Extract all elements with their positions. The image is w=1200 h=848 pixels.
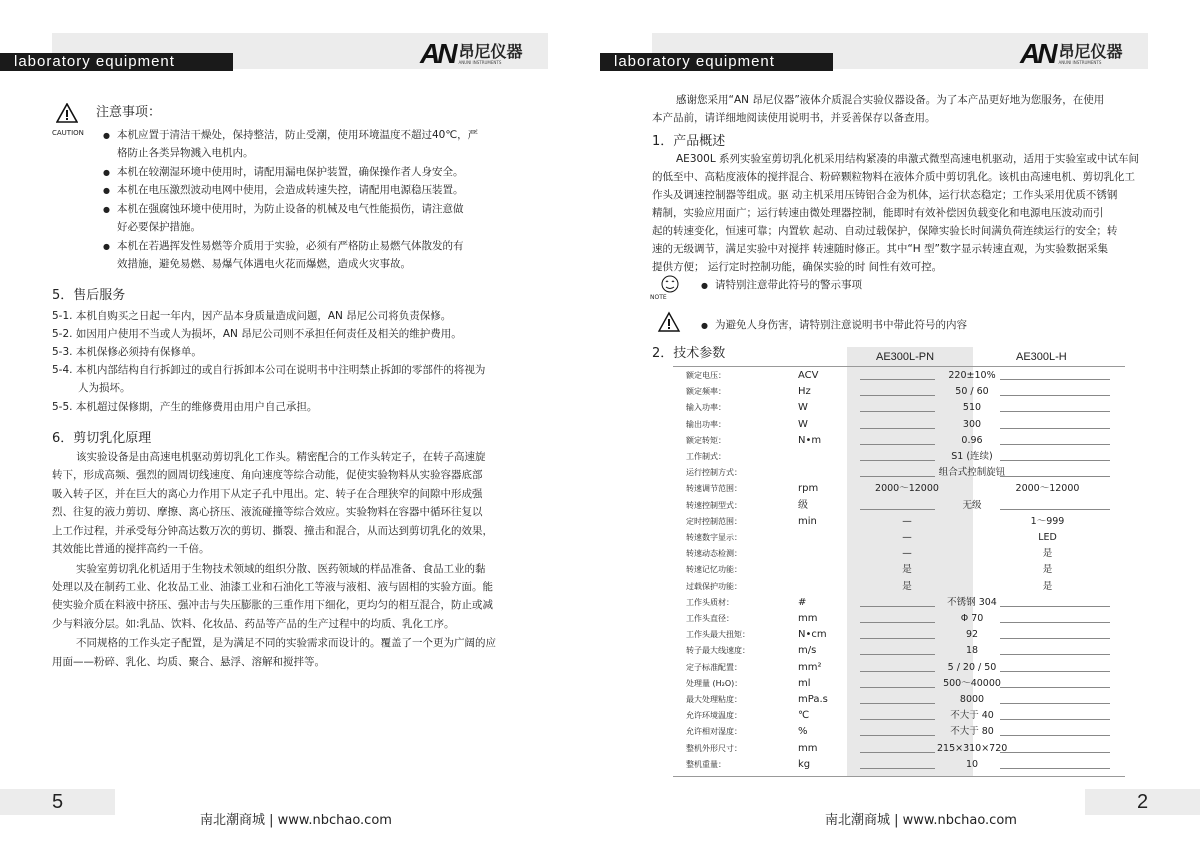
overview-line: 起的转速变化，恒速可靠；内置软 起动、自动过载保护，保障实验长时间满负荷连续运行的安全；转 bbox=[652, 225, 1118, 237]
spec-value: 不大于 40 bbox=[950, 710, 994, 722]
overview-line: 提供方便； 运行定时控制功能，确保实验的时 间性有效可控。 bbox=[652, 261, 943, 273]
overview-line: 作头及调速控制器等组成。驱 动主机采用压铸铝合金为机体，运行状态稳定；工作头采用优质不锈钢 bbox=[652, 189, 1118, 201]
spec-unit: W bbox=[798, 418, 808, 430]
brand-logo bbox=[420, 38, 522, 70]
spec-row bbox=[600, 481, 1200, 497]
caution-icon bbox=[56, 103, 78, 123]
spec-row bbox=[600, 530, 1200, 546]
spec-value-h: 是 bbox=[1042, 564, 1053, 576]
service-item: 5-5. 本机超过保修期，产生的维修费用由用户自己承担。 bbox=[52, 401, 318, 413]
spec-unit: kg bbox=[798, 758, 811, 770]
spec-leader-line bbox=[1000, 460, 1110, 461]
spec-leader-line bbox=[1000, 379, 1110, 380]
caution-item: ● 本机应置于清洁干燥处，保持整洁，防止受潮，使用环境温度不超过40℃，严 bbox=[117, 129, 478, 142]
spec-name: 允许环境温度： bbox=[686, 711, 742, 721]
spec-row bbox=[600, 465, 1200, 481]
spec-value-h: LED bbox=[1038, 532, 1057, 543]
spec-name: 工作制式： bbox=[686, 452, 726, 461]
service-title: 5．售后服务 bbox=[52, 288, 126, 303]
logo-en: ANUNI INSTRUMENTS bbox=[458, 59, 502, 65]
spec-value-pn: 是 bbox=[902, 580, 912, 592]
spec-row bbox=[600, 368, 1200, 384]
spec-row bbox=[600, 433, 1200, 449]
spec-value-pn: — bbox=[902, 548, 912, 560]
spec-value: 5 / 20 / 50 bbox=[947, 661, 997, 673]
spec-value-h: 1～999 bbox=[1030, 515, 1065, 527]
spec-leader-line bbox=[860, 768, 935, 769]
spec-leader-line bbox=[860, 703, 935, 704]
spec-value: 组合式控制旋钮 bbox=[938, 467, 1006, 479]
spec-unit: % bbox=[798, 726, 808, 738]
spec-value: 不大于 80 bbox=[950, 726, 994, 738]
spec-leader-line bbox=[860, 395, 935, 396]
spec-unit: 级 bbox=[798, 499, 808, 511]
overview-title: 1．产品概述 bbox=[652, 134, 726, 149]
spec-unit: mm bbox=[798, 742, 818, 754]
spec-unit: N•m bbox=[798, 434, 822, 446]
spec-unit: mPa.s bbox=[798, 694, 828, 705]
principle-line: 不同规格的工作头定子配置，是为满足不同的实验需求而设计的。覆盖了一个更为广阔的应 bbox=[76, 637, 496, 649]
spec-row bbox=[600, 741, 1200, 757]
service-item: 5-3. 本机保修必须持有保修单。 bbox=[52, 346, 202, 358]
spec-leader-line bbox=[860, 411, 935, 412]
spec-unit: W bbox=[798, 402, 808, 414]
spec-leader-line bbox=[860, 622, 935, 623]
spec-leader-line bbox=[860, 379, 935, 380]
header-title: laboratory equipment bbox=[0, 53, 233, 71]
spec-leader-line bbox=[860, 509, 935, 510]
service-item: 5-4. 本机内部结构自行拆卸过的或自行拆卸本公司在说明书中注明禁止拆卸的零部件的将视为 bbox=[52, 364, 486, 376]
spec-title: 2．技术参数 bbox=[652, 346, 726, 361]
spec-unit: ℃ bbox=[798, 710, 810, 722]
spec-leader-line bbox=[860, 476, 935, 477]
spec-leader-line bbox=[860, 752, 935, 753]
spec-value: S1 (连续) bbox=[951, 451, 993, 462]
caution-item: 好必要保护措施。 bbox=[117, 221, 201, 233]
spec-name: 输入功率： bbox=[686, 403, 726, 413]
spec-leader-line bbox=[860, 687, 935, 688]
spec-leader-line bbox=[1000, 476, 1110, 477]
spec-row bbox=[600, 708, 1200, 724]
header-title: laboratory equipment bbox=[600, 53, 833, 71]
principle-line: 吸入转子区，并在巨大的离心力作用下从定子孔中甩出。定、转子在合理狭窄的间隙中形成强 bbox=[52, 488, 483, 500]
spec-leader-line bbox=[1000, 411, 1110, 412]
spec-leader-line bbox=[860, 671, 935, 672]
spec-leader-line bbox=[1000, 509, 1110, 510]
spec-unit: rpm bbox=[798, 483, 819, 495]
spec-unit: Hz bbox=[798, 386, 811, 398]
spec-unit: min bbox=[798, 515, 817, 527]
spec-leader-line bbox=[1000, 703, 1110, 704]
spec-leader-line bbox=[1000, 428, 1110, 429]
footer-link[interactable]: 南北潮商城 | www.nbchao.com bbox=[200, 813, 392, 828]
spec-leader-line bbox=[1000, 622, 1110, 623]
caution-item: 格防止各类异物溅入电机内。 bbox=[117, 147, 254, 159]
overview-line: 的低至中、高粘度液体的搅拌混合、粉碎颗粒物料在液体介质中剪切乳化。该机由高速电机、剪切乳化工 bbox=[652, 171, 1135, 183]
spec-name: 定时控制范围： bbox=[686, 516, 742, 526]
note-label: NOTE bbox=[650, 294, 667, 301]
spec-unit: N•cm bbox=[798, 629, 827, 641]
service-item: 5-2. 如因用户使用不当或人为损坏，AN 昂尼公司则不承担任何责任及相关的维护费用。 bbox=[52, 328, 462, 340]
spec-unit: ACV bbox=[798, 370, 819, 381]
spec-name: 额定电压： bbox=[686, 371, 726, 380]
caution-title: 注意事项： bbox=[96, 105, 162, 120]
spec-leader-line bbox=[860, 444, 935, 445]
spec-name: 转速动态检测： bbox=[686, 549, 742, 559]
overview-line: 精制，实验应用面广；运行转速由微处理器控制，能即时有效补偿因负载变化和电源电压波动而引 bbox=[652, 207, 1104, 219]
caution-item: ● 本机在强腐蚀环境中使用时，为防止设备的机械及电气性能损伤，请注意做 bbox=[117, 203, 464, 216]
spec-leader-line bbox=[1000, 395, 1110, 396]
service-item: 5-1. 本机自购买之日起一年内，因产品本身质量造成问题，AN 昂尼公司将负责保修。 bbox=[52, 310, 452, 322]
logo-mark: AN bbox=[420, 38, 455, 69]
spec-row bbox=[600, 562, 1200, 578]
spec-leader-line bbox=[1000, 654, 1110, 655]
spec-value: Φ 70 bbox=[960, 613, 984, 624]
footer-link[interactable]: 南北潮商城 | www.nbchao.com bbox=[825, 813, 1017, 828]
overview-line: AE300L 系列实验室剪切乳化机采用结构紧凑的串激式微型高速电机驱动，适用于实验室或中试车间 bbox=[676, 153, 1140, 165]
spec-name: 工作头最大扭矩： bbox=[686, 630, 750, 640]
spec-value: 无级 bbox=[962, 499, 982, 511]
spec-name: 整机外形尺寸： bbox=[686, 743, 742, 753]
spec-leader-line bbox=[860, 654, 935, 655]
spec-row bbox=[600, 417, 1200, 433]
spec-value: 300 bbox=[962, 418, 982, 430]
principle-line: 用面——粉碎、乳化、均质、聚合、悬浮、溶解和搅拌等。 bbox=[52, 656, 325, 668]
spec-row bbox=[600, 692, 1200, 708]
spec-value-pn: 2000～12000 bbox=[875, 483, 939, 495]
spec-row bbox=[600, 676, 1200, 692]
spec-leader-line bbox=[1000, 735, 1110, 736]
spec-leader-line bbox=[1000, 687, 1110, 688]
spec-leader-line bbox=[860, 606, 935, 607]
note-text: ● 请特别注意带此符号的警示事项 bbox=[715, 279, 862, 292]
spec-row bbox=[600, 757, 1200, 773]
logo-cn: 昂尼仪器 bbox=[458, 41, 523, 61]
warning-icon bbox=[657, 311, 681, 333]
spec-row bbox=[600, 514, 1200, 530]
logo-mark: AN bbox=[1020, 38, 1055, 69]
spec-name: 整机重量： bbox=[686, 759, 726, 769]
spec-name: 输出功率： bbox=[686, 419, 726, 429]
right-page bbox=[600, 0, 1200, 848]
spec-value: 220±10% bbox=[948, 370, 996, 381]
spec-unit: mm² bbox=[798, 661, 822, 673]
spec-name: 定子标准配置： bbox=[686, 662, 742, 672]
principle-line: 上工作过程，并承受每分钟高达数万次的剪切、撕裂、撞击和混合，从而达到剪切乳化的效果， bbox=[52, 525, 493, 537]
spec-name: 额定频率： bbox=[686, 387, 726, 397]
principle-title: 6．剪切乳化原理 bbox=[52, 431, 152, 446]
spec-leader-line bbox=[1000, 444, 1110, 445]
logo-en: ANUNI INSTRUMENTS bbox=[1058, 59, 1102, 65]
overview-line: 速的无级调节，满足实验中对搅拌 转速随时修正。其中“H 型”数字显示转速直观，为实验数据采集 bbox=[652, 243, 1108, 255]
spec-unit: m/s bbox=[798, 645, 817, 657]
spec-name: 处理量 (H₂O)： bbox=[686, 678, 743, 688]
note-face-icon bbox=[658, 274, 682, 294]
spec-top-rule bbox=[673, 366, 1125, 367]
spec-value: 500～40000 bbox=[943, 677, 1001, 689]
principle-line: 转下，形成高频、强烈的圆周切线速度、角向速度等综合动能，促使实验物料从实验容器底部 bbox=[52, 469, 483, 481]
principle-line: 该实验设备是由高速电机驱动剪切乳化工作头。精密配合的工作头转定子，在转子高速旋 bbox=[76, 451, 486, 463]
spec-value: 8000 bbox=[959, 694, 985, 705]
spec-row bbox=[600, 660, 1200, 676]
spec-value-pn: — bbox=[902, 515, 912, 527]
intro-line: 感谢您采用“AN 昂尼仪器”液体介质混合实验仪器设备。为了本产品更好地为您服务，在使用 bbox=[676, 94, 1105, 106]
principle-line: 实验室剪切乳化机适用于生物技术领域的组织分散、医药领域的样品准备、食品工业的黏 bbox=[76, 563, 486, 575]
principle-line: 其效能比普通的搅拌高约一千倍。 bbox=[52, 543, 210, 555]
caution-label: CAUTION bbox=[52, 129, 84, 137]
spec-leader-line bbox=[860, 428, 935, 429]
spec-row bbox=[600, 627, 1200, 643]
spec-unit: mm bbox=[798, 613, 818, 624]
principle-line: 使实验介质在料液中挤压、强冲击与失压膨胀的三重作用下细化，更均匀的相互混合，防止或减 bbox=[52, 599, 493, 611]
spec-name: 过载保护功能： bbox=[686, 581, 742, 591]
spec-row bbox=[600, 498, 1200, 514]
service-item: 人为损坏。 bbox=[78, 382, 131, 394]
caution-item: ● 本机在若遇挥发性易燃等介质用于实验，必须有严格防止易燃气体散发的有 bbox=[117, 240, 464, 253]
spec-leader-line bbox=[1000, 638, 1110, 639]
spec-name: 允许相对湿度： bbox=[686, 727, 742, 737]
spec-row bbox=[600, 449, 1200, 465]
brand-logo bbox=[1020, 38, 1122, 70]
spec-row bbox=[600, 724, 1200, 740]
spec-value: 215×310×720 bbox=[937, 742, 1008, 754]
spec-bottom-rule bbox=[673, 776, 1125, 777]
spec-name: 转子最大线速度： bbox=[686, 646, 750, 656]
spec-value-h: 2000～12000 bbox=[1015, 483, 1080, 495]
page-number: 2 bbox=[1085, 789, 1200, 815]
spec-value-pn: — bbox=[902, 532, 912, 543]
spec-row bbox=[600, 400, 1200, 416]
spec-value-pn: 是 bbox=[902, 564, 912, 576]
page-number: 5 bbox=[0, 789, 115, 815]
spec-name: 工作头直径： bbox=[686, 614, 734, 623]
spec-name: 最大处理粘度： bbox=[686, 695, 742, 704]
spec-name: 转速调节范围： bbox=[686, 484, 742, 494]
spec-leader-line bbox=[1000, 768, 1110, 769]
spec-name: 转速数字显示： bbox=[686, 533, 742, 542]
caution-item: 效措施，避免易燃、易爆气体遇电火花而爆燃，造成火灾事故。 bbox=[117, 258, 411, 270]
spec-leader-line bbox=[860, 719, 935, 720]
warning-text: ● 为避免人身伤害，请特别注意说明书中带此符号的内容 bbox=[715, 319, 967, 332]
intro-line: 本产品前，请详细地阅读使用说明书，并妥善保存以备查用。 bbox=[652, 112, 936, 124]
principle-line: 少与料液分层。如:乳品、饮料、化妆品、药品等产品的生产过程中的均质、乳化工序。 bbox=[52, 618, 455, 630]
spec-leader-line bbox=[1000, 752, 1110, 753]
spec-value: 0.96 bbox=[961, 434, 983, 446]
spec-value: 92 bbox=[965, 629, 979, 641]
spec-row bbox=[600, 643, 1200, 659]
spec-name: 运行控制方式： bbox=[686, 468, 742, 478]
spec-row bbox=[600, 611, 1200, 627]
spec-row bbox=[600, 595, 1200, 611]
spec-value-h: 是 bbox=[1042, 580, 1053, 592]
principle-line: 处理以及在制药工业、化妆品工业、油漆工业和石油化工等液与液相、液与固相的实验方面。能 bbox=[52, 581, 493, 593]
spec-leader-line bbox=[860, 460, 935, 461]
spec-value-h: 是 bbox=[1042, 548, 1053, 560]
spec-leader-line bbox=[860, 735, 935, 736]
spec-name: 额定转矩： bbox=[686, 435, 726, 445]
spec-name: 工作头质材： bbox=[686, 597, 734, 607]
caution-item: ● 本机在电压激烈波动电网中使用，会造成转速失控，请配用电源稳压装置。 bbox=[117, 184, 464, 197]
col-header-h: AE300L-H bbox=[1016, 351, 1067, 363]
principle-line: 烈、往复的液力剪切、摩擦、离心挤压、液流碰撞等综合效应。实验物料在容器中循环往复以 bbox=[52, 506, 483, 518]
spec-value: 10 bbox=[965, 758, 979, 770]
spec-leader-line bbox=[1000, 606, 1110, 607]
spec-value: 18 bbox=[965, 645, 979, 657]
spec-unit: ml bbox=[798, 677, 811, 689]
spec-leader-line bbox=[1000, 671, 1110, 672]
spec-unit: # bbox=[798, 596, 807, 608]
spec-name: 转速记忆功能： bbox=[686, 565, 742, 575]
spec-value: 不锈钢 304 bbox=[947, 596, 997, 608]
caution-item: ● 本机在较潮湿环境中使用时，请配用漏电保护装置，确保操作者人身安全。 bbox=[117, 166, 464, 179]
col-header-pn: AE300L-PN bbox=[876, 351, 935, 363]
spec-leader-line bbox=[860, 638, 935, 639]
logo-cn: 昂尼仪器 bbox=[1058, 41, 1123, 61]
spec-name: 转速控制型式： bbox=[686, 500, 742, 510]
spec-value: 510 bbox=[962, 402, 982, 414]
spec-row bbox=[600, 546, 1200, 562]
spec-row bbox=[600, 384, 1200, 400]
spec-row bbox=[600, 579, 1200, 595]
spec-value: 50 / 60 bbox=[955, 386, 989, 398]
spec-leader-line bbox=[1000, 719, 1110, 720]
